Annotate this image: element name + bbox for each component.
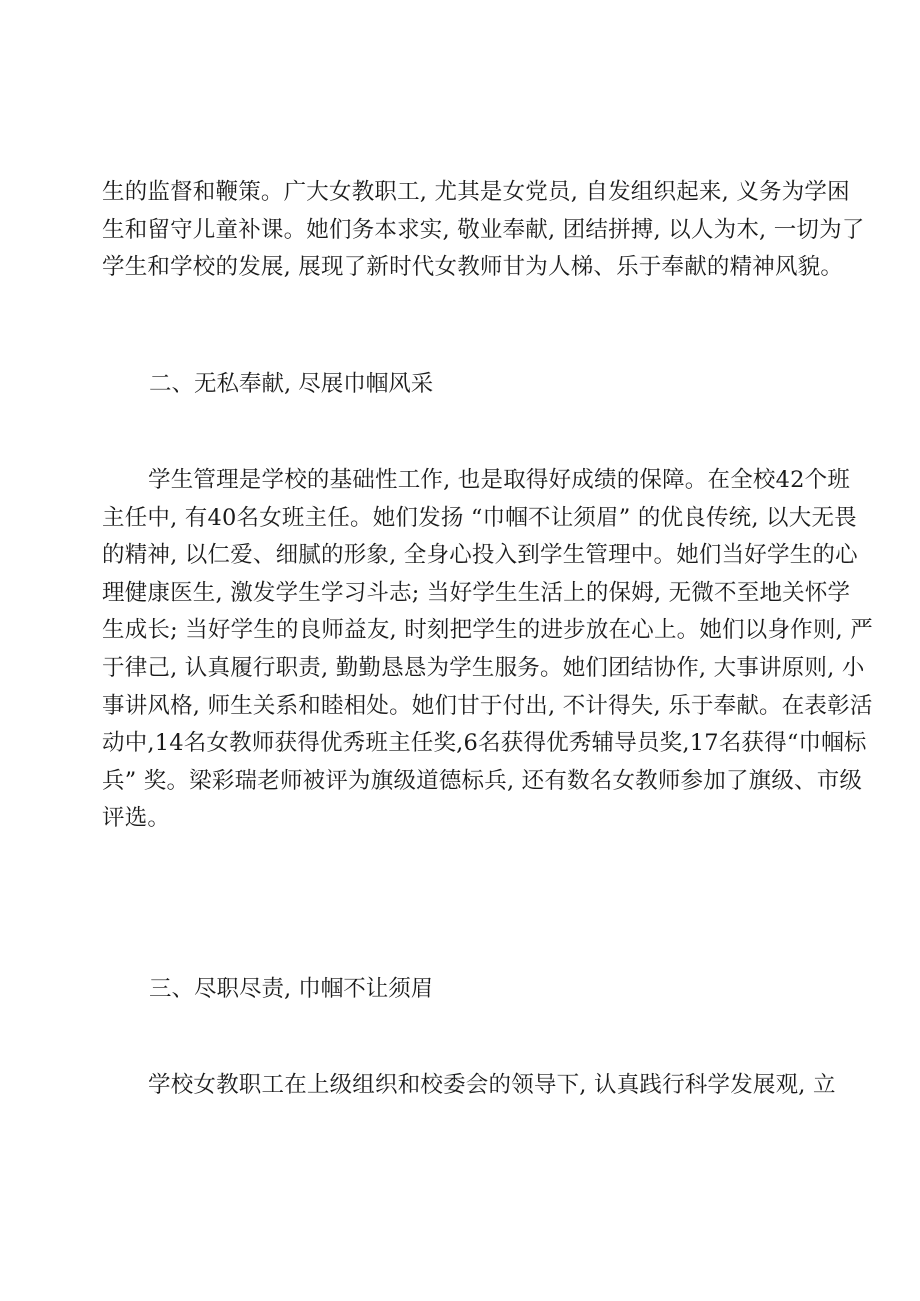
paragraph-2-line-7: 事讲风格, 师生关系和睦相处。她们甘于付出, 不计得失, 乐于奉献。在表彰活 xyxy=(102,692,873,719)
paragraph-2-line-1: 学生管理是学校的基础性工作, 也是取得好成绩的保障。在全校42个班 xyxy=(148,467,851,493)
section-heading-3: 三、尽职尽责, 巾帼不让须眉 xyxy=(149,976,434,1002)
paragraph-1-line-2: 生和留守儿童补课。她们务本求实, 敬业奉献, 团结拼搏, 以人为木, 一切为了 xyxy=(102,216,865,243)
paragraph-2-line-6: 于律己, 认真履行职责, 勤勤恳恳为学生服务。她们团结协作, 大事讲原则, 小 xyxy=(102,654,865,681)
paragraph-2-line-2: 主任中, 有40名女班主任。她们发扬 “巾帼不让须眉” 的优良传统, 以大无畏 xyxy=(102,504,857,531)
paragraph-2-line-9: 兵” 奖。梁彩瑞老师被评为旗级道德标兵, 还有数名女教师参加了旗级、市级 xyxy=(102,767,863,794)
paragraph-1-line-1: 生的监督和鞭策。广大女教职工, 尤其是女党员, 自发组织起来, 义务为学困 xyxy=(102,179,850,205)
paragraph-2-line-10: 评选。 xyxy=(102,805,171,832)
section-heading-2: 二、无私奉献, 尽展巾帼风采 xyxy=(149,371,434,397)
paragraph-2 xyxy=(102,462,873,838)
paragraph-3-line-1: 学校女教职工在上级组织和校委会的领导下, 认真践行科学发展观, 立 xyxy=(148,1072,836,1098)
paragraph-2-line-3: 的精神, 以仁爱、细腻的形象, 全身心投入到学生管理中。她们当好学生的心 xyxy=(102,542,858,569)
paragraph-2-line-5: 生成长; 当好学生的良师益友, 时刻把学生的进步放在心上。她们以身作则, 严 xyxy=(102,617,873,644)
paragraph-2-line-4: 理健康医生, 激发学生学习斗志; 当好学生生活上的保姆, 无微不至地关怀学 xyxy=(102,579,851,606)
paragraph-2-line-8: 动中,14名女教师获得优秀班主任奖,6名获得优秀辅导员奖,17名获得“巾帼标 xyxy=(102,730,867,757)
paragraph-1 xyxy=(102,174,865,287)
paragraph-1-line-3: 学生和学校的发展, 展现了新时代女教师甘为人梯、乐于奉献的精神风貌。 xyxy=(102,254,844,281)
paragraph-3 xyxy=(102,1067,836,1105)
